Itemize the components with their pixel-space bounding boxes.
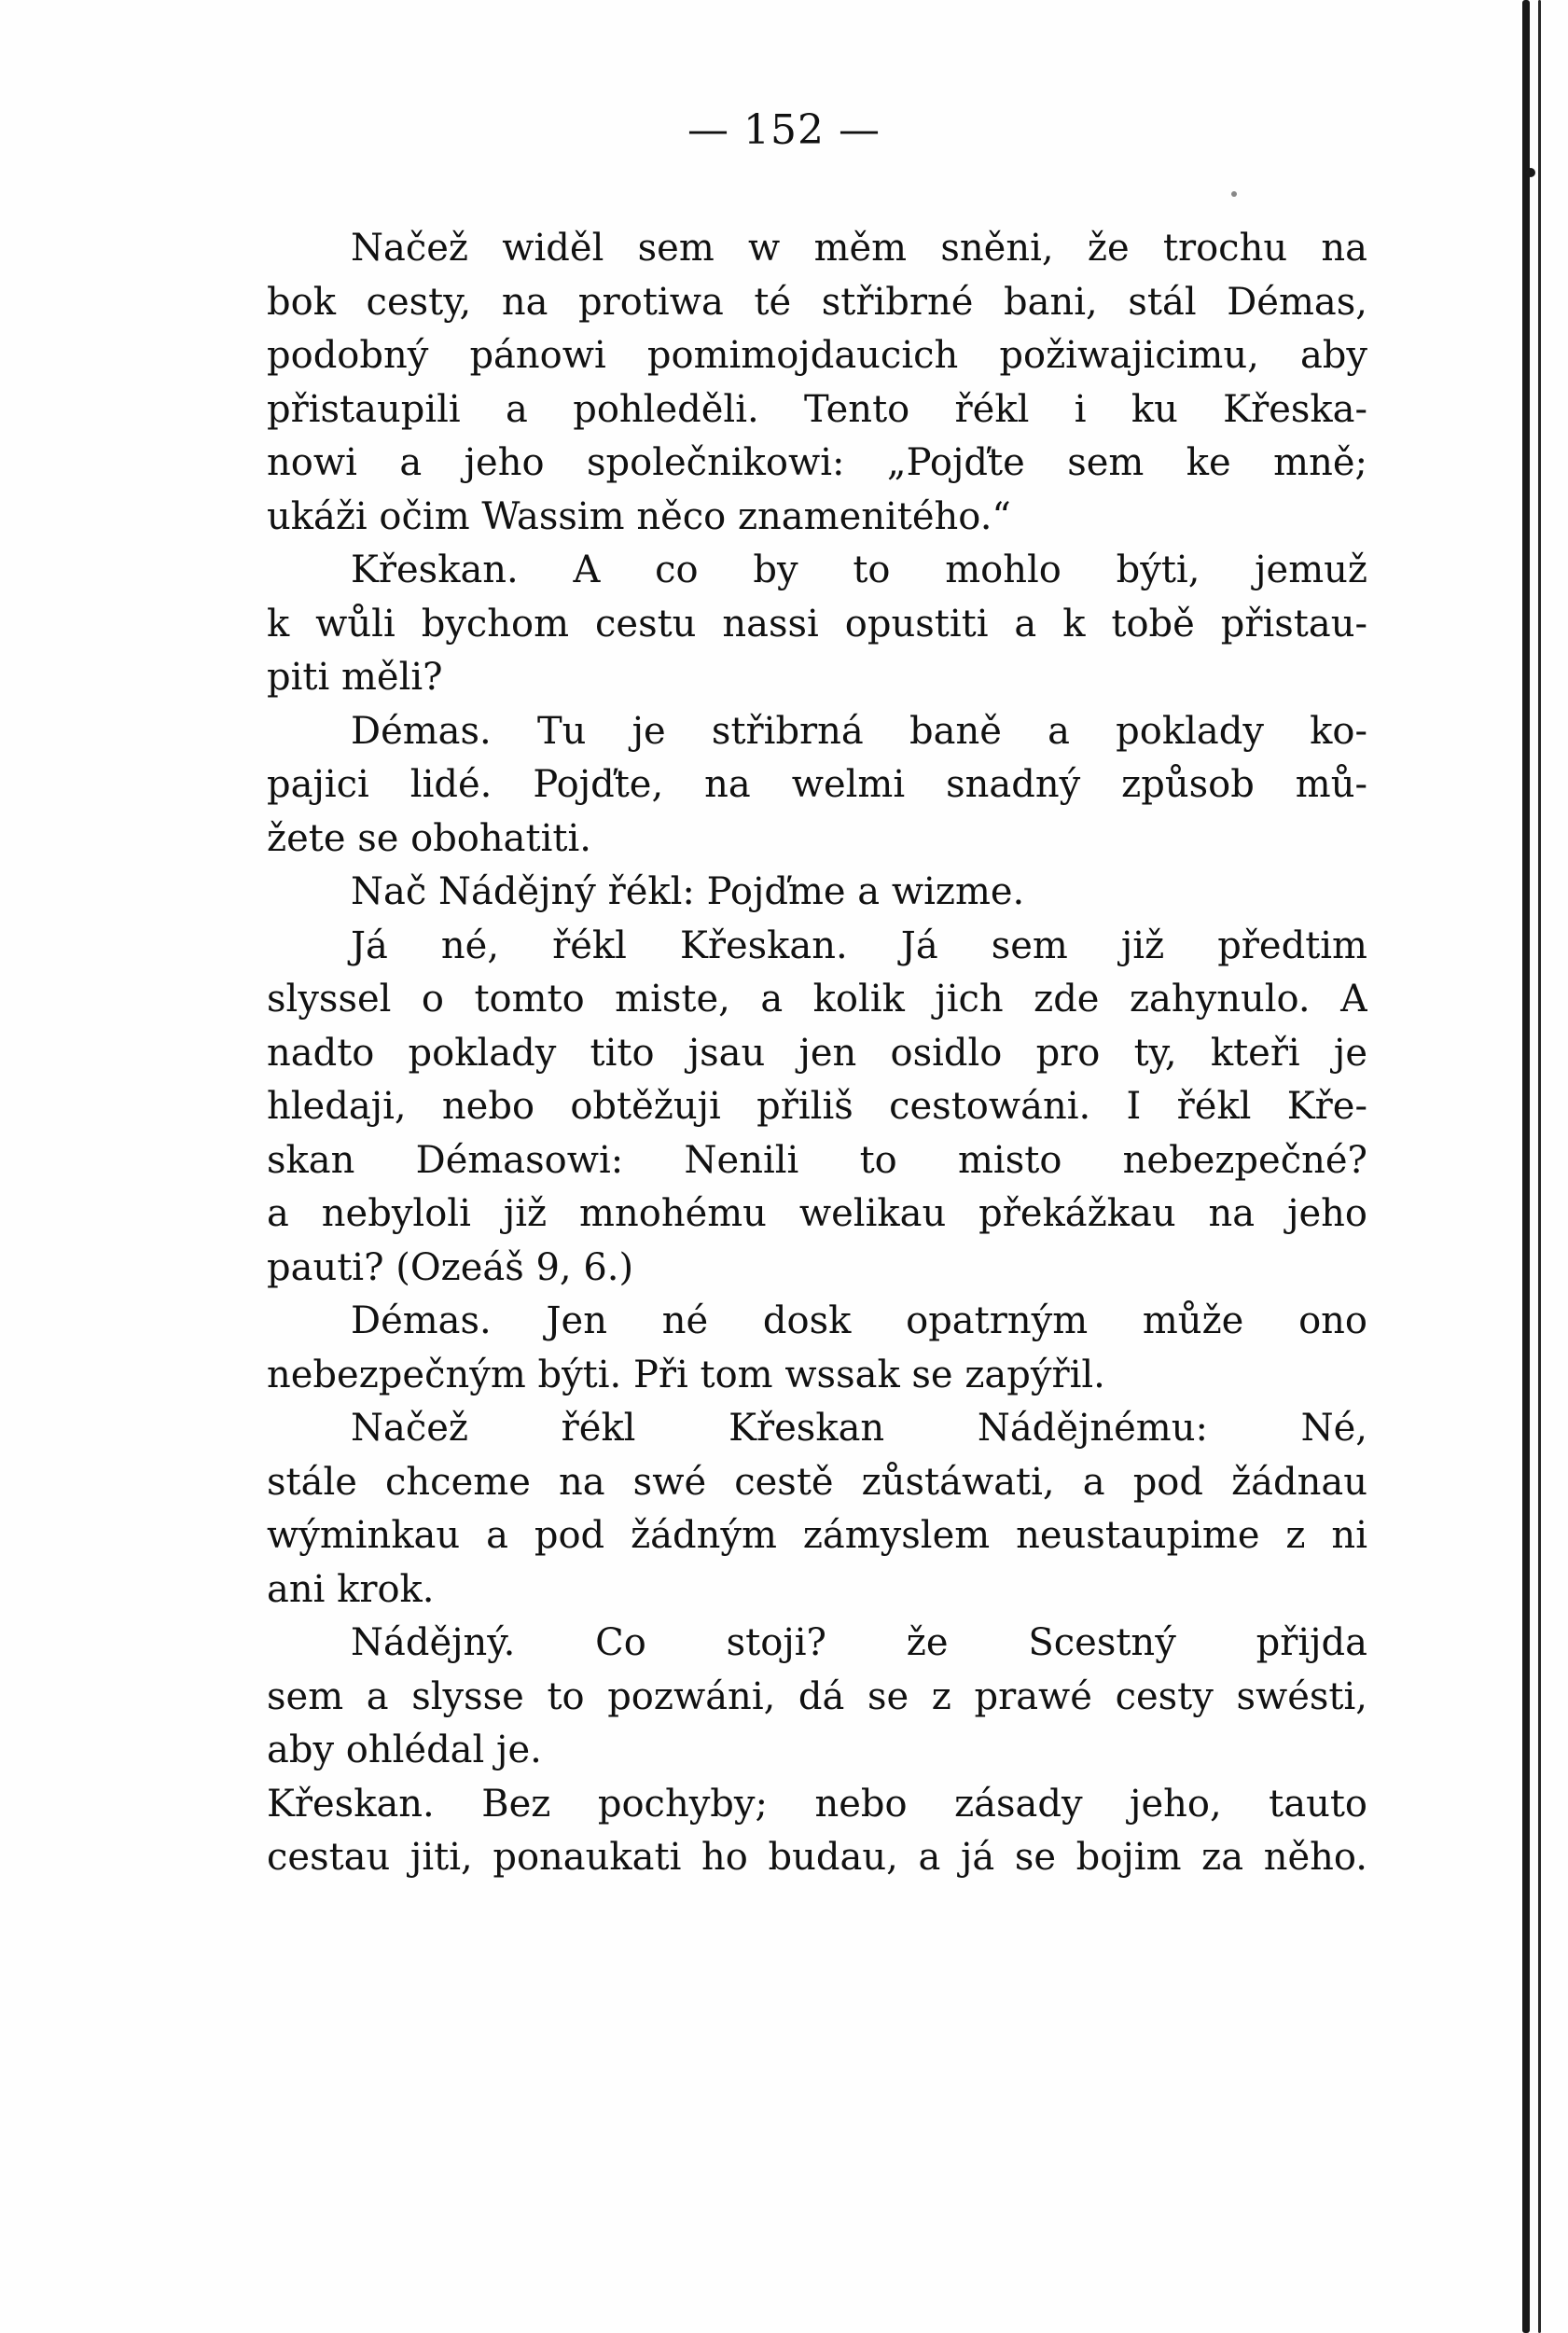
- text-line: nowi a jeho společnikowi: „Pojďte sem ke mně;: [267, 441, 1367, 484]
- text-line: nadto poklady tito jsau jen osidlo pro ty, kteři je: [267, 1031, 1367, 1075]
- text-line: Křeskan. Bez pochyby; nebo zásady jeho, tauto: [267, 1782, 1367, 1826]
- speck: [1231, 191, 1237, 197]
- text-line: žete se obohatiti.: [267, 816, 591, 860]
- text-line: podobný pánowi pomimojdaucich požiwajicimu, aby: [267, 334, 1367, 377]
- text-line: bok cesty, na protiwa té střibrné bani, stál Démas,: [267, 280, 1367, 324]
- text-line: Křeskan. A co by to mohlo býti, jemuž: [351, 549, 1367, 591]
- text-line: nebezpečným býti. Při tom wssak se zapýřil.: [267, 1353, 1105, 1396]
- text-line: sem a slysse to pozwáni, dá se z prawé cesty swésti,: [267, 1674, 1367, 1718]
- text-line: Nač Nádějný řékl: Pojďme a wizme.: [351, 870, 1025, 913]
- text-line: Načež widěl sem w měm sněni, že trochu na: [351, 227, 1367, 270]
- body-text: [267, 222, 1367, 1885]
- text-line: cestau jiti, ponaukati ho budau, a já se bojim za něho.: [267, 1836, 1367, 1879]
- text-line: stále chceme na swé cestě zůstáwati, a pod žádnau: [267, 1460, 1367, 1504]
- text-line: k wůli bychom cestu nassi opustiti a k tobě přistau-: [267, 602, 1367, 646]
- text-line: Démas. Tu je střibrná baně a poklady ko-: [351, 709, 1367, 753]
- edge-blot: [1526, 168, 1535, 177]
- page-number-header: — 152 —: [687, 106, 881, 154]
- text-line: slyssel o tomto miste, a kolik jich zde zahynulo. A: [267, 978, 1367, 1021]
- text-line: hledaji, nebo obtěžuji přiliš cestowáni. I řékl Kře-: [267, 1085, 1367, 1128]
- text-line: Démas. Jen né dosk opatrným může ono: [351, 1299, 1367, 1342]
- page-edge-line: [1538, 0, 1541, 2333]
- text-line: aby ohlédal je.: [267, 1729, 542, 1771]
- text-line: ukáži očim Wassim něco znamenitého.“: [267, 494, 1011, 538]
- text-line: ani krok.: [267, 1567, 435, 1611]
- text-line: pajici lidé. Pojďte, na welmi snadný způsob mů-: [267, 763, 1367, 806]
- text-line: Načež řékl Křeskan Nádějnému: Né,: [351, 1407, 1367, 1450]
- text-line: přistaupili a pohleděli. Tento řékl i ku Křeska-: [267, 387, 1367, 431]
- text-line: Já né, řékl Křeskan. Já sem již předtim: [351, 923, 1367, 967]
- text-line: wýminkau a pod žádným zámyslem neustaupime z ni: [267, 1514, 1367, 1557]
- text-line: Nádějný. Co stoji? že Scestný přijda: [351, 1621, 1367, 1664]
- page-edge-shadow: [1522, 0, 1530, 2333]
- text-line: pauti? (Ozeáš 9, 6.): [267, 1245, 634, 1289]
- text-line: piti měli?: [267, 656, 443, 699]
- text-line: a nebyloli již mnohému welikau překážkau na jeho: [267, 1192, 1367, 1235]
- text-line: skan Démasowi: Nenili to misto nebezpečné?: [267, 1138, 1367, 1182]
